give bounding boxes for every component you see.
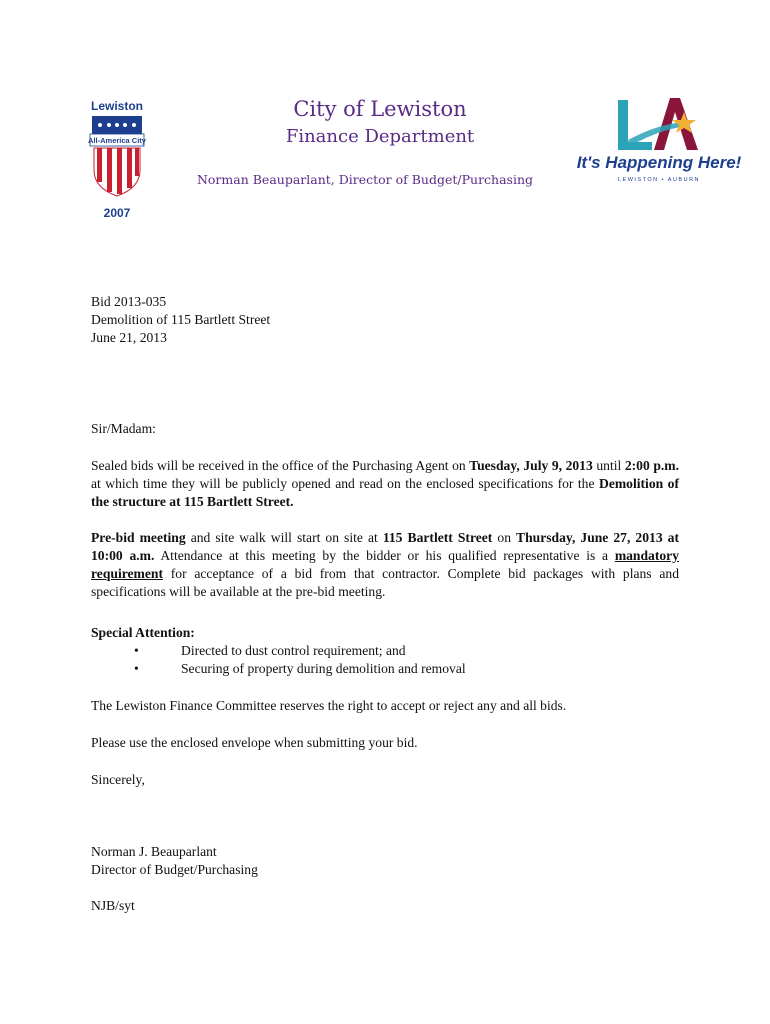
p2-text-1: and site walk will start on site at (185, 530, 383, 545)
closing: Sincerely, (91, 772, 145, 787)
typist-initials: NJB/syt (91, 898, 135, 913)
logo-lewiston-text: Lewiston (90, 99, 144, 113)
salutation: Sir/Madam: (91, 421, 156, 436)
logo-tagline-text: It's Happening Here! (576, 153, 742, 172)
la-star-logo-icon (576, 96, 742, 186)
meeting-datetime: Thursday, June 27, 2013 at 10:00 a.m. (91, 530, 679, 563)
logo-subline-text: LEWISTON • AUBURN (617, 177, 701, 183)
mandatory-requirement: mandatory requirement (91, 548, 680, 581)
logo-all-america-text: All-America City (88, 136, 146, 145)
paragraph-reserve-right: The Lewiston Finance Committee reserves the right to accept or reject any and all bids. (91, 698, 567, 713)
all-america-city-shield-icon (86, 96, 148, 224)
signer-title: Director of Budget/Purchasing (91, 862, 258, 877)
bid-number: Bid 2013-035 (91, 294, 167, 309)
p1-text-3: at which time they will be publicly opened and read on the enclosed specifications for the (91, 476, 599, 491)
department-heading: Finance Department (285, 126, 475, 147)
bid-subject: Demolition of 115 Bartlett Street (91, 312, 271, 327)
pre-bid-meeting-label: Pre-bid meeting (91, 530, 186, 545)
paragraph-envelope: Please use the enclosed envelope when submitting your bid. (91, 735, 418, 750)
director-subheading: Norman Beauparlant, Director of Budget/Purchasing (196, 172, 534, 187)
letter-date: June 21, 2013 (91, 330, 167, 345)
bullet-icon: • (134, 661, 139, 676)
p2-text-3: Attendance at this meeting by the bidder or his qualified representative is a (154, 548, 615, 563)
p1-text-2: until (592, 458, 625, 473)
p2-text-2: on (492, 530, 517, 545)
signer-name: Norman J. Beauparlant (91, 844, 217, 859)
special-item-text: Directed to dust control requirement; and (181, 643, 406, 658)
bid-due-time: 2:00 p.m. (624, 458, 680, 473)
bullet-icon: • (134, 643, 139, 658)
demolition-subject: Demolition of the structure at 115 Bartlett Street. (91, 476, 679, 509)
paragraph-pre-bid-meeting (91, 529, 679, 601)
paragraph-bid-deadline (91, 457, 679, 511)
city-name-heading: City of Lewiston (293, 97, 467, 121)
logo-year-text: 2007 (103, 206, 131, 220)
p2-text-4: for acceptance of a bid from that contractor. Complete bid packages with plans and specifications will be available at the pre-bid meeting. (91, 566, 679, 599)
p1-text-1: Sealed bids will be received in the office of the Purchasing Agent on (91, 458, 470, 473)
bid-due-date: Tuesday, July 9, 2013 (469, 458, 593, 473)
special-item-text: Securing of property during demolition and removal (181, 661, 466, 676)
special-attention-heading: Special Attention: (91, 625, 195, 640)
meeting-location: 115 Bartlett Street (382, 530, 493, 545)
